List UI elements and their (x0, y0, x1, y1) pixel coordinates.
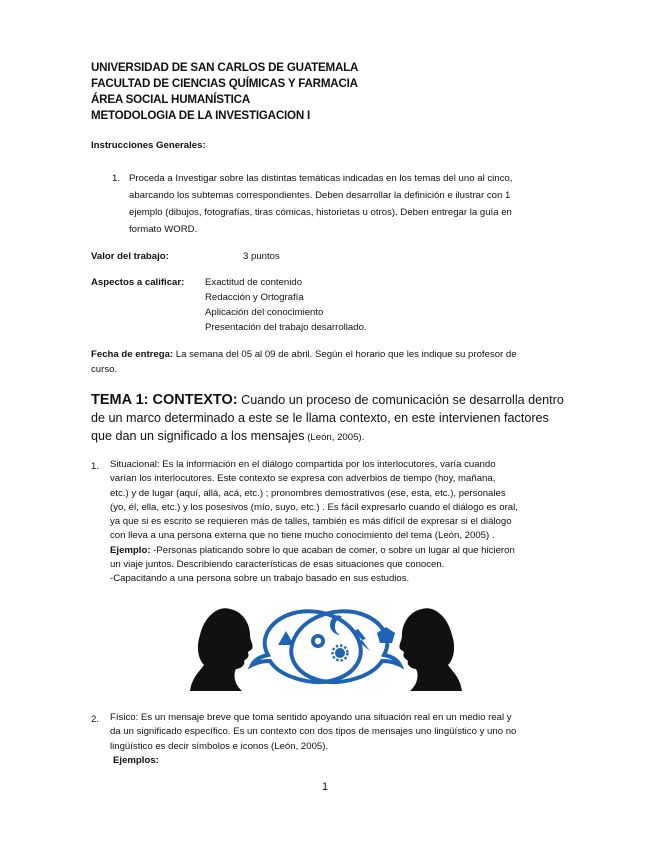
tema1-text: Cuando un proceso de comunicación se desarrolla dentro de un marco determinado a este se le llama contexto, en este intervienen factores que dan un significado a los mensajes (91, 393, 564, 443)
fisico-line: lingüístico es decir símbolos e iconos (León, 2005). (110, 740, 329, 752)
tema1-heading: TEMA 1: CONTEXTO: (91, 392, 238, 408)
instruction-line: Proceda a Investigar sobre las distintas temáticas indicadas en los temas del uno al cinco, (129, 173, 513, 184)
circle-icon (315, 638, 321, 644)
dialogue-illustration (180, 595, 472, 693)
page-number: 1 (322, 781, 329, 793)
situacional-number: 1. (91, 461, 100, 472)
gear-icon (335, 648, 345, 658)
header-course: METODOLOGIA DE LA INVESTIGACION I (91, 109, 311, 122)
situacional-line: (yo, él, ella, etc.) y los posesivos (mío, suyo, etc.) . Es fácil expresarlo cuando el diálogo es oral, (110, 501, 518, 513)
delivery-label: Fecha de entrega: (91, 349, 174, 360)
aspect-item: Aplicación del conocimiento (205, 307, 324, 318)
aspects-label: Aspectos a calificar: (91, 277, 185, 288)
fisico-number: 2. (91, 714, 100, 725)
instruction-number: 1. (112, 173, 121, 184)
instruction-line: formato WORD. (129, 224, 198, 235)
example-text: -Personas platicando sobre lo que acaban de comer, o sobre un lugar al que hicieron (150, 544, 515, 556)
situacional-line: Situacional: Es la información en el diálogo compartida por los interlocutores, varía cuando (110, 459, 496, 470)
value-amount: 3 puntos (243, 251, 280, 262)
example-label: Ejemplo: (110, 544, 151, 556)
situacional-line: con lleva a una persona externa que no tiene mucho conocimiento del tema (León, 2005) . (110, 530, 495, 542)
tema1-paragraph (91, 391, 569, 447)
header-university: UNIVERSIDAD DE SAN CARLOS DE GUATEMALA (91, 61, 359, 74)
example-line: un viaje juntos. Describiendo características de esas situaciones que conocen. (110, 559, 445, 571)
aspects-list (205, 275, 367, 335)
header-area: ÁREA SOCIAL HUMANÍSTICA (91, 93, 251, 106)
instruction-line: abarcando los subtemas correspondientes. Deben desarrollar la definición e ilustrar con 1 (129, 190, 511, 201)
triangle-icon (278, 631, 294, 645)
situacional-line: varían los interlocutores. Este contexto se expresa con adverbios de tiempo (hoy, mañana, (110, 473, 496, 485)
right-head-silhouette (399, 608, 462, 691)
fisico-line: da un significado específico. Es un contexto con dos tipos de mensajes uno lingüístico y uno no (110, 726, 517, 738)
tema1-citation: (León, 2005). (304, 432, 365, 443)
aspect-item: Redacción y Ortografía (205, 292, 304, 303)
situacional-paragraph (110, 458, 572, 587)
fisico-paragraph (110, 711, 572, 768)
example-line: -Capacitando a una persona sobre un trabajo basado en sus estudios. (110, 573, 410, 585)
instructions-title: Instrucciones Generales: (91, 140, 206, 151)
situacional-line: etc.) y de lugar (aquí, allá, acá, etc.) ; pronombres demostrativos (ese, esta, etc.), personales (110, 487, 506, 499)
fisico-line: Físico: Es un mensaje breve que toma sentido apoyando una situación real en un medio real y (110, 712, 512, 723)
aspect-item: Exactitud de contenido (205, 277, 303, 288)
header-faculty: FACULTAD DE CIENCIAS QUÍMICAS Y FARMACIA (91, 77, 358, 90)
instruction-line: ejemplo (dibujos, fotografías, tiras cómicas, historietas u otros). Deben entregar la guía en (129, 207, 512, 218)
value-label: Valor del trabajo: (91, 251, 169, 262)
instruction-item (129, 170, 569, 238)
left-head-silhouette (190, 608, 253, 691)
aspect-item: Presentación del trabajo desarrollado. (205, 322, 367, 333)
delivery-date (91, 347, 569, 377)
situacional-line: ya que si es escrito se requieren más de talles, también es más difícil de expresar si el diálogo (110, 516, 512, 528)
delivery-text: La semana del 05 al 09 de abril. Según el horario que les indique su profesor de (173, 349, 517, 360)
delivery-line2: curso. (91, 364, 118, 375)
examples-label: Ejemplos: (113, 754, 159, 766)
pentagon-icon (377, 627, 395, 643)
